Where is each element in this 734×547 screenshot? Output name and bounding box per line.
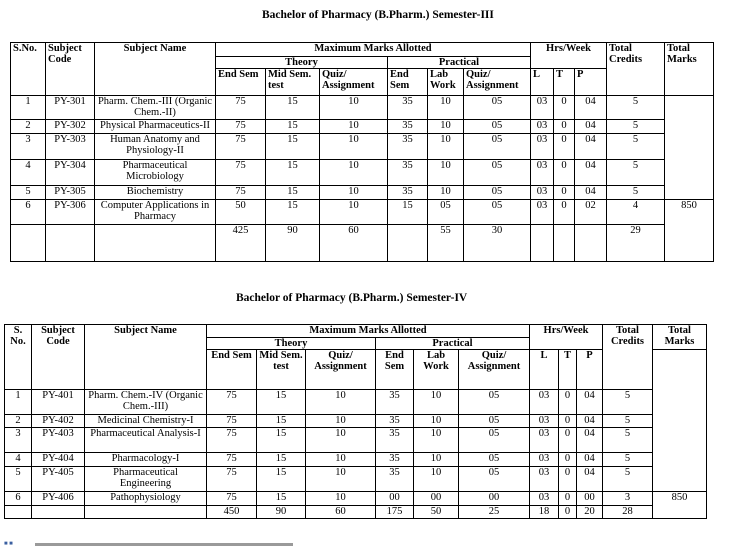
theory-end-sem: 75 xyxy=(207,428,257,453)
total-serial-number xyxy=(11,225,46,262)
theory-quiz: 10 xyxy=(320,134,388,160)
header-max: Maximum Marks Allotted xyxy=(207,325,530,338)
hours-lecture: 03 xyxy=(531,186,554,200)
total-hours-lecture: 18 xyxy=(530,506,559,519)
hours-lecture: 03 xyxy=(531,160,554,186)
total-credits: 5 xyxy=(607,96,665,120)
header-l: L xyxy=(530,350,559,390)
table-row xyxy=(11,160,714,186)
table-row xyxy=(11,120,714,134)
total-credits: 5 xyxy=(603,467,653,492)
hours-tutorial: 0 xyxy=(554,160,575,186)
hours-practical: 02 xyxy=(575,200,607,225)
hours-tutorial: 0 xyxy=(559,453,577,467)
table-row xyxy=(11,96,714,120)
subject-code: PY-404 xyxy=(32,453,85,467)
theory-end-sem: 75 xyxy=(207,415,257,428)
practical-quiz: 05 xyxy=(464,186,531,200)
practical-end-sem: 35 xyxy=(376,428,414,453)
total-credits: 5 xyxy=(607,186,665,200)
theory-quiz: 10 xyxy=(306,428,376,453)
header-max: Maximum Marks Allotted xyxy=(216,43,531,57)
header-p-quiz: Quiz/ Assignment xyxy=(464,69,531,96)
hours-tutorial: 0 xyxy=(554,120,575,134)
subject-name: Pharm. Chem.-IV (Organic Chem.-III) xyxy=(85,390,207,415)
serial-number: 3 xyxy=(5,428,32,453)
practical-quiz: 05 xyxy=(459,453,530,467)
header-credits: Total Credits xyxy=(607,43,665,96)
theory-mid-sem: 15 xyxy=(266,134,320,160)
subject-name: Pharmacology-I xyxy=(85,453,207,467)
practical-lab-work: 10 xyxy=(428,186,464,200)
totals-row xyxy=(5,506,707,519)
theory-end-sem: 75 xyxy=(207,467,257,492)
hours-tutorial: 0 xyxy=(559,415,577,428)
practical-end-sem: 35 xyxy=(388,96,428,120)
total-theory-mid-sem: 90 xyxy=(257,506,306,519)
table-row xyxy=(5,453,707,467)
totals-row xyxy=(11,225,714,262)
header-practical: Practical xyxy=(388,57,531,69)
total-practical-quiz: 25 xyxy=(459,506,530,519)
total-credits: 5 xyxy=(603,415,653,428)
hours-practical: 04 xyxy=(575,120,607,134)
header-p-quiz: Quiz/ Assignment xyxy=(459,350,530,390)
total-marks-blank xyxy=(653,350,707,492)
header-t-quiz: Quiz/ Assignment xyxy=(320,69,388,96)
theory-quiz: 10 xyxy=(306,390,376,415)
table-row xyxy=(11,186,714,200)
total-theory-quiz: 60 xyxy=(306,506,376,519)
serial-number: 4 xyxy=(11,160,46,186)
subject-name: Computer Applications in Pharmacy xyxy=(95,200,216,225)
practical-lab-work: 10 xyxy=(428,134,464,160)
subject-name: Pharmaceutical Analysis-I xyxy=(85,428,207,453)
semester-3-title: Bachelor of Pharmacy (B.Pharm.) Semester-III xyxy=(262,9,494,21)
header-p-lab: Lab Work xyxy=(428,69,464,96)
theory-end-sem: 75 xyxy=(207,390,257,415)
hours-tutorial: 0 xyxy=(554,200,575,225)
total-subject-code xyxy=(46,225,95,262)
theory-end-sem: 75 xyxy=(216,134,266,160)
theory-end-sem: 75 xyxy=(216,186,266,200)
hours-lecture: 03 xyxy=(531,200,554,225)
header-marks: Total Marks xyxy=(653,325,707,350)
table-row xyxy=(5,415,707,428)
total-subject-code xyxy=(32,506,85,519)
header-hrs: Hrs/Week xyxy=(530,325,603,350)
header-t-quiz: Quiz/ Assignment xyxy=(306,350,376,390)
serial-number: 3 xyxy=(11,134,46,160)
hours-practical: 04 xyxy=(577,467,603,492)
subject-name: Medicinal Chemistry-I xyxy=(85,415,207,428)
header-theory: Theory xyxy=(207,338,376,350)
theory-quiz: 10 xyxy=(320,96,388,120)
header-p-end: End Sem xyxy=(376,350,414,390)
page-icon: ■ ■ xyxy=(4,541,13,547)
total-theory-end-sem: 450 xyxy=(207,506,257,519)
subject-name: Pharm. Chem.-III (Organic Chem.-II) xyxy=(95,96,216,120)
serial-number: 6 xyxy=(11,200,46,225)
header-name: Subject Name xyxy=(85,325,207,390)
hours-practical: 04 xyxy=(577,428,603,453)
hours-practical: 04 xyxy=(577,415,603,428)
practical-lab-work: 10 xyxy=(428,120,464,134)
practical-quiz: 05 xyxy=(459,390,530,415)
total-hours-tutorial xyxy=(554,225,575,262)
total-credits: 3 xyxy=(603,492,653,506)
theory-mid-sem: 15 xyxy=(257,453,306,467)
serial-number: 1 xyxy=(11,96,46,120)
total-practical-quiz: 30 xyxy=(464,225,531,262)
practical-lab-work: 10 xyxy=(414,453,459,467)
theory-end-sem: 75 xyxy=(216,96,266,120)
total-credits: 5 xyxy=(603,390,653,415)
serial-number: 4 xyxy=(5,453,32,467)
practical-lab-work: 10 xyxy=(414,415,459,428)
table-row xyxy=(5,390,707,415)
hours-practical: 00 xyxy=(577,492,603,506)
header-code: Subject Code xyxy=(46,43,95,96)
hours-tutorial: 0 xyxy=(554,186,575,200)
theory-mid-sem: 15 xyxy=(257,467,306,492)
practical-end-sem: 00 xyxy=(376,492,414,506)
total-credits: 5 xyxy=(607,160,665,186)
subject-code: PY-401 xyxy=(32,390,85,415)
practical-quiz: 05 xyxy=(464,200,531,225)
practical-end-sem: 35 xyxy=(388,160,428,186)
theory-quiz: 10 xyxy=(306,415,376,428)
total-theory-mid-sem: 90 xyxy=(266,225,320,262)
subject-name: Physical Pharmaceutics-II xyxy=(95,120,216,134)
header-marks: Total Marks xyxy=(665,43,714,96)
practical-lab-work: 10 xyxy=(414,428,459,453)
subject-name: Pharmaceutical Microbiology xyxy=(95,160,216,186)
theory-quiz: 10 xyxy=(320,200,388,225)
practical-end-sem: 35 xyxy=(376,467,414,492)
theory-quiz: 10 xyxy=(306,467,376,492)
theory-mid-sem: 15 xyxy=(266,200,320,225)
practical-quiz: 05 xyxy=(459,428,530,453)
practical-end-sem: 35 xyxy=(376,390,414,415)
total-marks: 850 xyxy=(665,200,714,262)
theory-end-sem: 50 xyxy=(216,200,266,225)
practical-lab-work: 10 xyxy=(414,467,459,492)
header-t: T xyxy=(559,350,577,390)
header-t-mid: Mid Sem. test xyxy=(266,69,320,96)
hours-lecture: 03 xyxy=(530,453,559,467)
theory-mid-sem: 15 xyxy=(266,120,320,134)
header-code: Subject Code xyxy=(32,325,85,390)
total-hours-practical: 20 xyxy=(577,506,603,519)
header-t-end: End Sem xyxy=(216,69,266,96)
total-practical-lab-work: 50 xyxy=(414,506,459,519)
practical-quiz: 05 xyxy=(464,134,531,160)
total-theory-quiz: 60 xyxy=(320,225,388,262)
theory-quiz: 10 xyxy=(306,492,376,506)
subject-code: PY-301 xyxy=(46,96,95,120)
total-total-credits: 29 xyxy=(607,225,665,262)
header-p: P xyxy=(575,69,607,96)
theory-end-sem: 75 xyxy=(216,120,266,134)
header-p: P xyxy=(577,350,603,390)
subject-code: PY-305 xyxy=(46,186,95,200)
hours-lecture: 03 xyxy=(530,467,559,492)
practical-end-sem: 35 xyxy=(376,453,414,467)
table-row xyxy=(5,492,707,506)
total-practical-lab-work: 55 xyxy=(428,225,464,262)
serial-number: 2 xyxy=(5,415,32,428)
total-hours-lecture xyxy=(531,225,554,262)
total-marks-blank xyxy=(665,96,714,200)
theory-end-sem: 75 xyxy=(207,453,257,467)
header-credits: Total Credits xyxy=(603,325,653,390)
practical-end-sem: 15 xyxy=(388,200,428,225)
hours-tutorial: 0 xyxy=(554,96,575,120)
theory-end-sem: 75 xyxy=(216,160,266,186)
practical-lab-work: 10 xyxy=(428,96,464,120)
total-practical-end-sem xyxy=(388,225,428,262)
hours-tutorial: 0 xyxy=(559,492,577,506)
header-t: T xyxy=(554,69,575,96)
subject-code: PY-402 xyxy=(32,415,85,428)
theory-quiz: 10 xyxy=(320,160,388,186)
hours-lecture: 03 xyxy=(531,120,554,134)
header-sno: S. No. xyxy=(5,325,32,390)
total-hours-practical xyxy=(575,225,607,262)
hours-practical: 04 xyxy=(577,390,603,415)
theory-mid-sem: 15 xyxy=(266,160,320,186)
hours-tutorial: 0 xyxy=(554,134,575,160)
subject-code: PY-406 xyxy=(32,492,85,506)
hours-practical: 04 xyxy=(575,96,607,120)
subject-code: PY-405 xyxy=(32,467,85,492)
hours-lecture: 03 xyxy=(530,492,559,506)
practical-quiz: 05 xyxy=(459,415,530,428)
practical-end-sem: 35 xyxy=(388,134,428,160)
practical-quiz: 05 xyxy=(464,160,531,186)
total-credits: 5 xyxy=(607,120,665,134)
hours-lecture: 03 xyxy=(531,96,554,120)
subject-code: PY-302 xyxy=(46,120,95,134)
subject-name: Pathophysiology xyxy=(85,492,207,506)
theory-mid-sem: 15 xyxy=(257,415,306,428)
theory-mid-sem: 15 xyxy=(257,492,306,506)
hours-lecture: 03 xyxy=(530,428,559,453)
serial-number: 2 xyxy=(11,120,46,134)
total-credits: 5 xyxy=(603,428,653,453)
table-row xyxy=(11,200,714,225)
header-practical: Practical xyxy=(376,338,530,350)
subject-code: PY-403 xyxy=(32,428,85,453)
total-theory-end-sem: 425 xyxy=(216,225,266,262)
theory-mid-sem: 15 xyxy=(266,96,320,120)
theory-mid-sem: 15 xyxy=(257,428,306,453)
theory-mid-sem: 15 xyxy=(266,186,320,200)
header-t-mid: Mid Sem. test xyxy=(257,350,306,390)
serial-number: 5 xyxy=(11,186,46,200)
hours-practical: 04 xyxy=(575,186,607,200)
subject-code: PY-306 xyxy=(46,200,95,225)
theory-mid-sem: 15 xyxy=(257,390,306,415)
total-credits: 5 xyxy=(603,453,653,467)
subject-name: Pharmaceutical Engineering xyxy=(85,467,207,492)
header-t-end: End Sem xyxy=(207,350,257,390)
total-subject-name xyxy=(85,506,207,519)
hours-practical: 04 xyxy=(577,453,603,467)
header-p-lab: Lab Work xyxy=(414,350,459,390)
theory-end-sem: 75 xyxy=(207,492,257,506)
total-credits: 4 xyxy=(607,200,665,225)
theory-quiz: 10 xyxy=(320,186,388,200)
hours-lecture: 03 xyxy=(531,134,554,160)
table-row xyxy=(5,467,707,492)
theory-quiz: 10 xyxy=(320,120,388,134)
hours-practical: 04 xyxy=(575,134,607,160)
header-theory: Theory xyxy=(216,57,388,69)
hours-tutorial: 0 xyxy=(559,390,577,415)
serial-number: 5 xyxy=(5,467,32,492)
table-row xyxy=(5,428,707,453)
total-subject-name xyxy=(95,225,216,262)
practical-quiz: 05 xyxy=(464,120,531,134)
header-hrs: Hrs/Week xyxy=(531,43,607,69)
total-credits: 5 xyxy=(607,134,665,160)
subject-name: Biochemistry xyxy=(95,186,216,200)
theory-quiz: 10 xyxy=(306,453,376,467)
practical-lab-work: 05 xyxy=(428,200,464,225)
serial-number: 1 xyxy=(5,390,32,415)
header-p-end: End Sem xyxy=(388,69,428,96)
practical-end-sem: 35 xyxy=(376,415,414,428)
total-marks: 850 xyxy=(653,492,707,519)
total-total-credits: 28 xyxy=(603,506,653,519)
semester-4-title: Bachelor of Pharmacy (B.Pharm.) Semester-IV xyxy=(236,292,468,304)
header-name: Subject Name xyxy=(95,43,216,96)
practical-quiz: 00 xyxy=(459,492,530,506)
table-row xyxy=(11,134,714,160)
practical-quiz: 05 xyxy=(459,467,530,492)
subject-code: PY-303 xyxy=(46,134,95,160)
total-serial-number xyxy=(5,506,32,519)
hours-lecture: 03 xyxy=(530,415,559,428)
hours-lecture: 03 xyxy=(530,390,559,415)
practical-end-sem: 35 xyxy=(388,120,428,134)
total-hours-tutorial: 0 xyxy=(559,506,577,519)
semester-3-table xyxy=(10,42,714,262)
practical-lab-work: 10 xyxy=(414,390,459,415)
header-l: L xyxy=(531,69,554,96)
header-sno: S.No. xyxy=(11,43,46,96)
hours-practical: 04 xyxy=(575,160,607,186)
practical-lab-work: 10 xyxy=(428,160,464,186)
total-practical-end-sem: 175 xyxy=(376,506,414,519)
practical-lab-work: 00 xyxy=(414,492,459,506)
semester-4-table xyxy=(4,324,707,519)
hours-tutorial: 0 xyxy=(559,428,577,453)
subject-code: PY-304 xyxy=(46,160,95,186)
serial-number: 6 xyxy=(5,492,32,506)
hours-tutorial: 0 xyxy=(559,467,577,492)
subject-name: Human Anatomy and Physiology-II xyxy=(95,134,216,160)
practical-end-sem: 35 xyxy=(388,186,428,200)
practical-quiz: 05 xyxy=(464,96,531,120)
